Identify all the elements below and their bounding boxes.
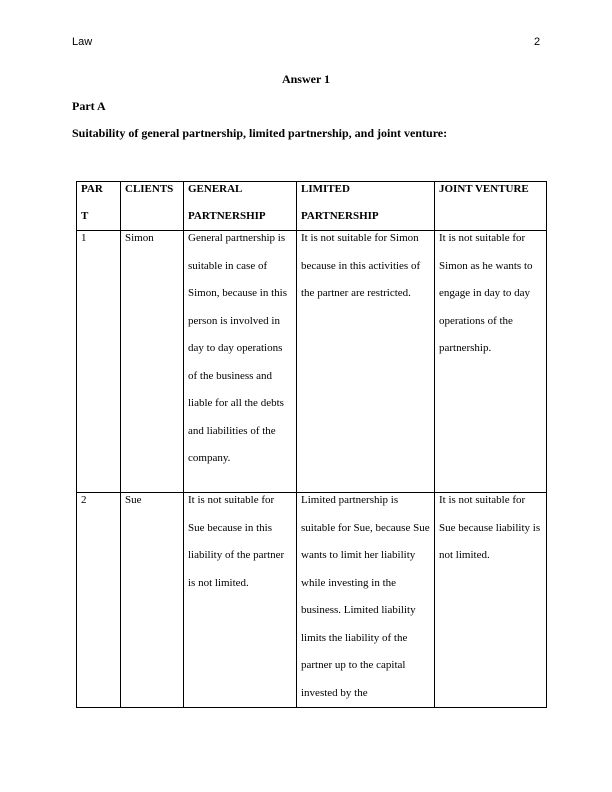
cell-limited: Limited partnership is suitable for Sue, because Sue wants to limit her liability while investing in the business. Limited liability limits the liability of the partner up to the capital invested by the (297, 493, 435, 708)
table-row (77, 231, 547, 493)
column-header-joint-venture: JOINT VENTURE (435, 182, 547, 231)
table-header-row (77, 182, 547, 231)
section-heading: Suitability of general partnership, limited partnership, and joint venture: (72, 126, 448, 140)
cell-joint: It is not suitable for Simon as he wants to engage in day to day operations of the partnership. (435, 231, 547, 493)
part-heading: Part A (72, 99, 106, 113)
page-number: 2 (534, 36, 541, 48)
cell-joint: It is not suitable for Sue because liability is not limited. (435, 493, 547, 708)
cell-general: It is not suitable for Sue because in this liability of the partner is not limited. (184, 493, 297, 708)
cell-general: General partnership is suitable in case of Simon, because in this person is involved in day to day operations of the business and liable for all the debts and liabilities of the company. (184, 231, 297, 493)
column-header-part: PAR T (77, 182, 121, 231)
cell-part: 1 (77, 231, 121, 493)
suitability-table (76, 181, 547, 708)
column-header-general-partnership: GENERAL PARTNERSHIP (184, 182, 297, 231)
table-row (77, 493, 547, 708)
cell-client: Simon (121, 231, 184, 493)
answer-heading: Answer 1 (281, 72, 331, 86)
cell-limited: It is not suitable for Simon because in this activities of the partner are restricted. (297, 231, 435, 493)
cell-client: Sue (121, 493, 184, 708)
column-header-limited-partnership: LIMITED PARTNERSHIP (297, 182, 435, 231)
cell-part: 2 (77, 493, 121, 708)
running-header-title: Law (72, 36, 93, 48)
column-header-clients: CLIENTS (121, 182, 184, 231)
